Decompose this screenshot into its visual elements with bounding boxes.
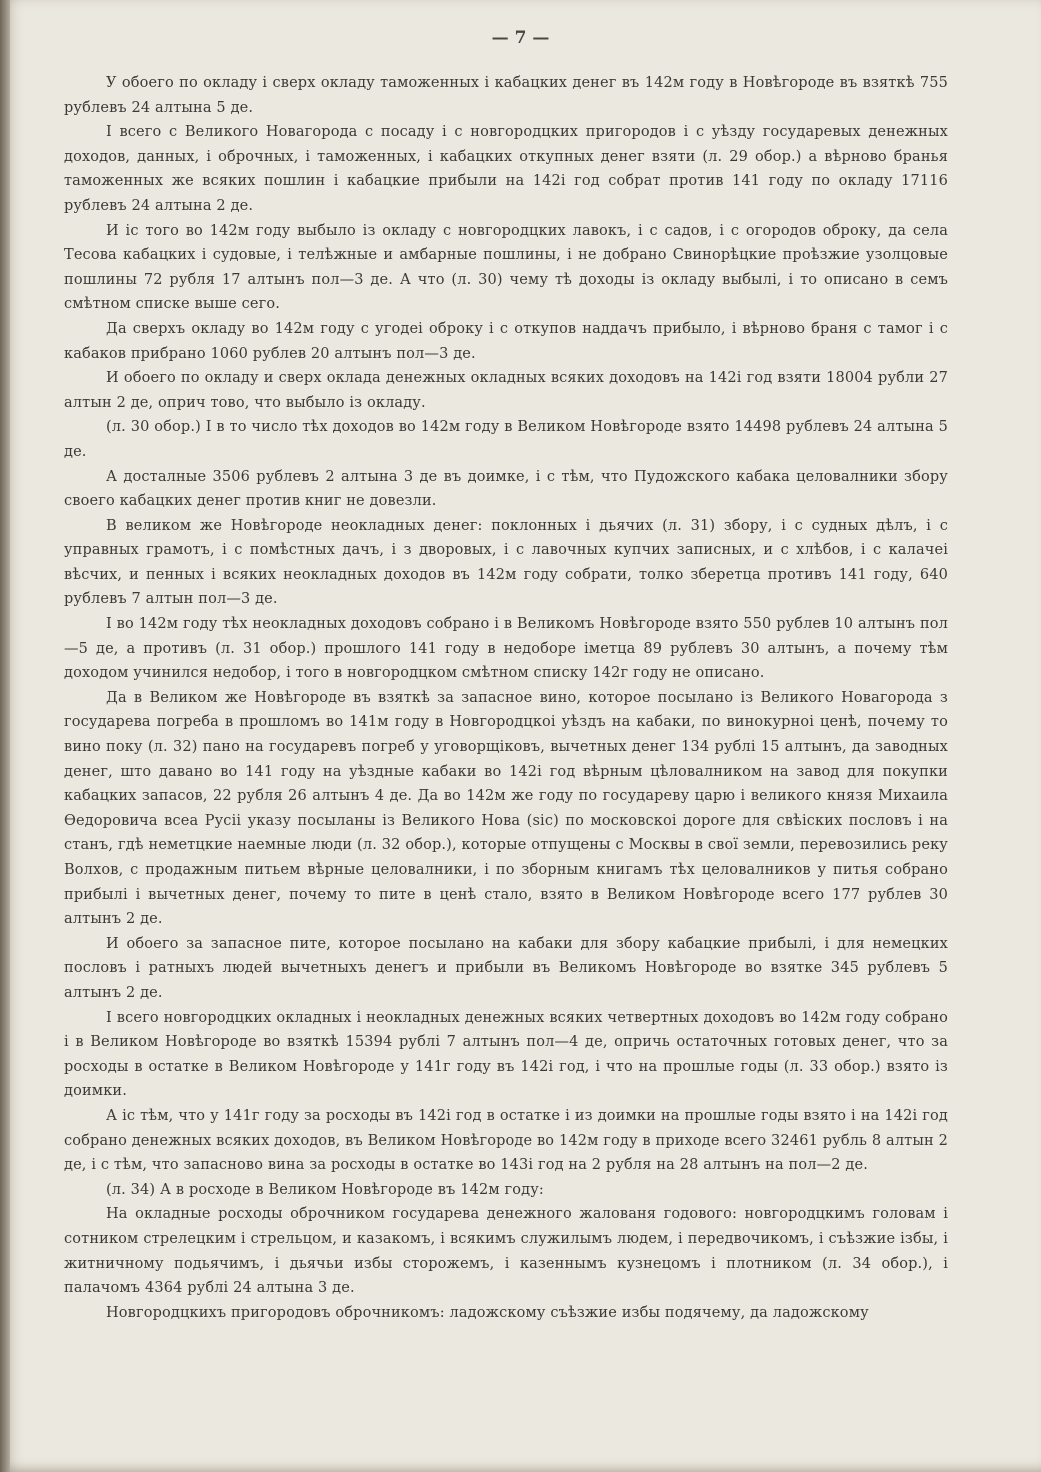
paragraph: I во 142м году тѣх неокладных доходовъ собрано і в Великомъ Новѣгороде взято 550 рублев 10 алтынъ пол—5 де, а противъ (л. 31 обор.) прошлого 141 году в недоборе іметца 89 рублевъ 30 алтынъ, а почему тѣм доходом учинился недобор, і того в новгородцком смѣтном списку 142г году не описано.	[64, 616, 948, 682]
page-binding-edge	[0, 0, 10, 1472]
section-heading: (л. 34) А в росходе в Великом Новѣгороде въ 142м году:	[106, 1181, 544, 1198]
paragraph: И обоего за запасное пите, которое посылано на кабаки для збору кабацкие прибылі, і для немецких пословъ і ратныхъ людей вычетныхъ денегъ и прибыли въ Великомъ Новѣгороде во взятке 345 рублевъ 5 алтынъ 2 де.	[64, 935, 948, 1001]
paragraph: Да сверхъ окладу во 142м году с угодеі оброку і с откупов наддачъ прибыло, і вѣрново браня с тамог і с кабаков прибрано 1060 рублев 20 алтынъ пол—3 де.	[64, 320, 948, 362]
paragraph: И іс того во 142м году выбыло із окладу с новгородцких лавокъ, і с садов, і с огородов оброку, да села Тесова кабацких і судовые, і телѣжные и амбарные пошлины, і не добрано Свинорѣцкие проѣзжие узолцовые пошлины 72 рубля 17 алтынъ пол—3 де. А что (л. 30) чему тѣ доходы із окладу выбылі, і то описано в семъ смѣтном списке выше сего.	[64, 222, 948, 313]
paragraph: I всего новгородцких окладных і неокладных денежных всяких четвертных доходовъ во 142м году собрано і в Великом Новѣгороде во взяткѣ 15394 рублі 7 алтынъ пол—4 де, опричь остаточных готовых денег, что за росходы в остатке в Великом Новѣгороде у 141г году въ 142і год, і что на прошлые годы (л. 33 обор.) взято із доимки.	[64, 1009, 948, 1100]
paragraph: I всего с Великого Новагорода с посаду і с новгородцких пригородов і с уѣзду государевых денежных доходов, данных, і оброчных, і таможенных, і кабацких откупных денег взяти (л. 29 обор.) а вѣрново бранья таможенных же всяких пошлин і кабацкие прибыли на 142і год собрат против 141 году по окладу 17116 рублевъ 24 алтына 2 де.	[64, 124, 948, 214]
paragraph: Новгородцкихъ пригородовъ оброчникомъ: ладожскому съѣзжие избы подячему, да ладожскому	[106, 1304, 869, 1321]
paragraph: И обоего по окладу и сверх оклада денежных окладных всяких доходовъ на 142і год взяти 18004 рубли 27 алтын 2 де, оприч тово, что выбыло із окладу.	[64, 370, 948, 411]
paragraph: А досталные 3506 рублевъ 2 алтына 3 де въ доимке, і с тѣм, что Пудожского кабака целовалники збору своего кабацких денег против книг не довезли.	[64, 468, 948, 510]
paragraph: В великом же Новѣгороде неокладных денег: поклонных і дьячих (л. 31) збору, і с судных дѣлъ, і с управных грамотъ, і с помѣстных дачъ, і з дворовых, і с лавочных купчих записных, и с хлѣбов, і с калачеі вѣсчих, и пенных і всяких неокладных доходов въ 142м году собрати, толко зберетца противъ 141 году, 640 рублевъ 7 алтын пол—3 де.	[64, 517, 948, 608]
paragraph: (л. 30 обор.) I в то число тѣх доходов во 142м году в Великом Новѣгороде взято 14498 рублевъ 24 алтына 5 де.	[64, 419, 948, 460]
document-body	[64, 71, 948, 1325]
paragraph: А іс тѣм, что у 141г году за росходы въ 142і год в остатке і из доимки на прошлые годы взято і на 142і год собрано денежных всяких доходов, въ Великом Новѣгороде во 142м году в приходе всего 32461 рубль 8 алтын 2 де, і с тѣм, что запасново вина за росходы в остатке во 143і год на 2 рубля на 28 алтынъ на пол—2 де.	[64, 1107, 948, 1174]
paragraph: Да в Великом же Новѣгороде въ взяткѣ за запасное вино, которое посылано із Великого Новагорода з государева погреба в прошломъ во 141м году в Новгородцкоі уѣздъ на кабаки, по винокурноі ценѣ, почему то вино поку (л. 32) пано на государевъ погреб у уговорщіковъ, вычетных денег 134 рублі 15 алтынъ, да заводных денег, што давано во 141 году на уѣздные кабаки во 142і год вѣрным цѣловалником на завод для покупки кабацких запасов, 22 рубля 26 алтынъ 4 де. Да во 142м же году по государеву царю і великого князя Михаила Ѳедоровича всеа Русіі указу посыланы із Великого Нова (sic) по московскоі дороге для свѣіских пословъ і на станъ, гдѣ неметцкие наемные люди (л. 32 обор.), которые отпущены с Москвы в свої земли, перевозились реку Волхов, с продажным питьем вѣрные целовалники, і по зборным книгамъ тѣх целовалников у питья собрано прибылі і вычетных денег, почему то пите в ценѣ стало, взято в Великом Новѣгороде всего 177 рублев 30 алтынъ 2 де.	[64, 689, 948, 928]
paragraph: У обоего по окладу і сверх окладу таможенных і кабацких денег въ 142м году в Новѣгороде въ взяткѣ 755 рублевъ 24 алтына 5 де.	[64, 75, 948, 116]
paragraph: На окладные росходы оброчником государева денежного жалованя годового: новгородцкимъ головам і сотником стрелецким і стрельцом, и казакомъ, і всякимъ служилымъ людем, і передвочикомъ, і съѣзжие ізбы, і житничному подьячимъ, і дьячьи избы сторожемъ, і казеннымъ кузнецомъ і плотником (л. 34 обор.), і палачомъ 4364 рублі 24 алтына 3 де.	[64, 1206, 948, 1297]
page-number: — 7 —	[491, 28, 550, 48]
